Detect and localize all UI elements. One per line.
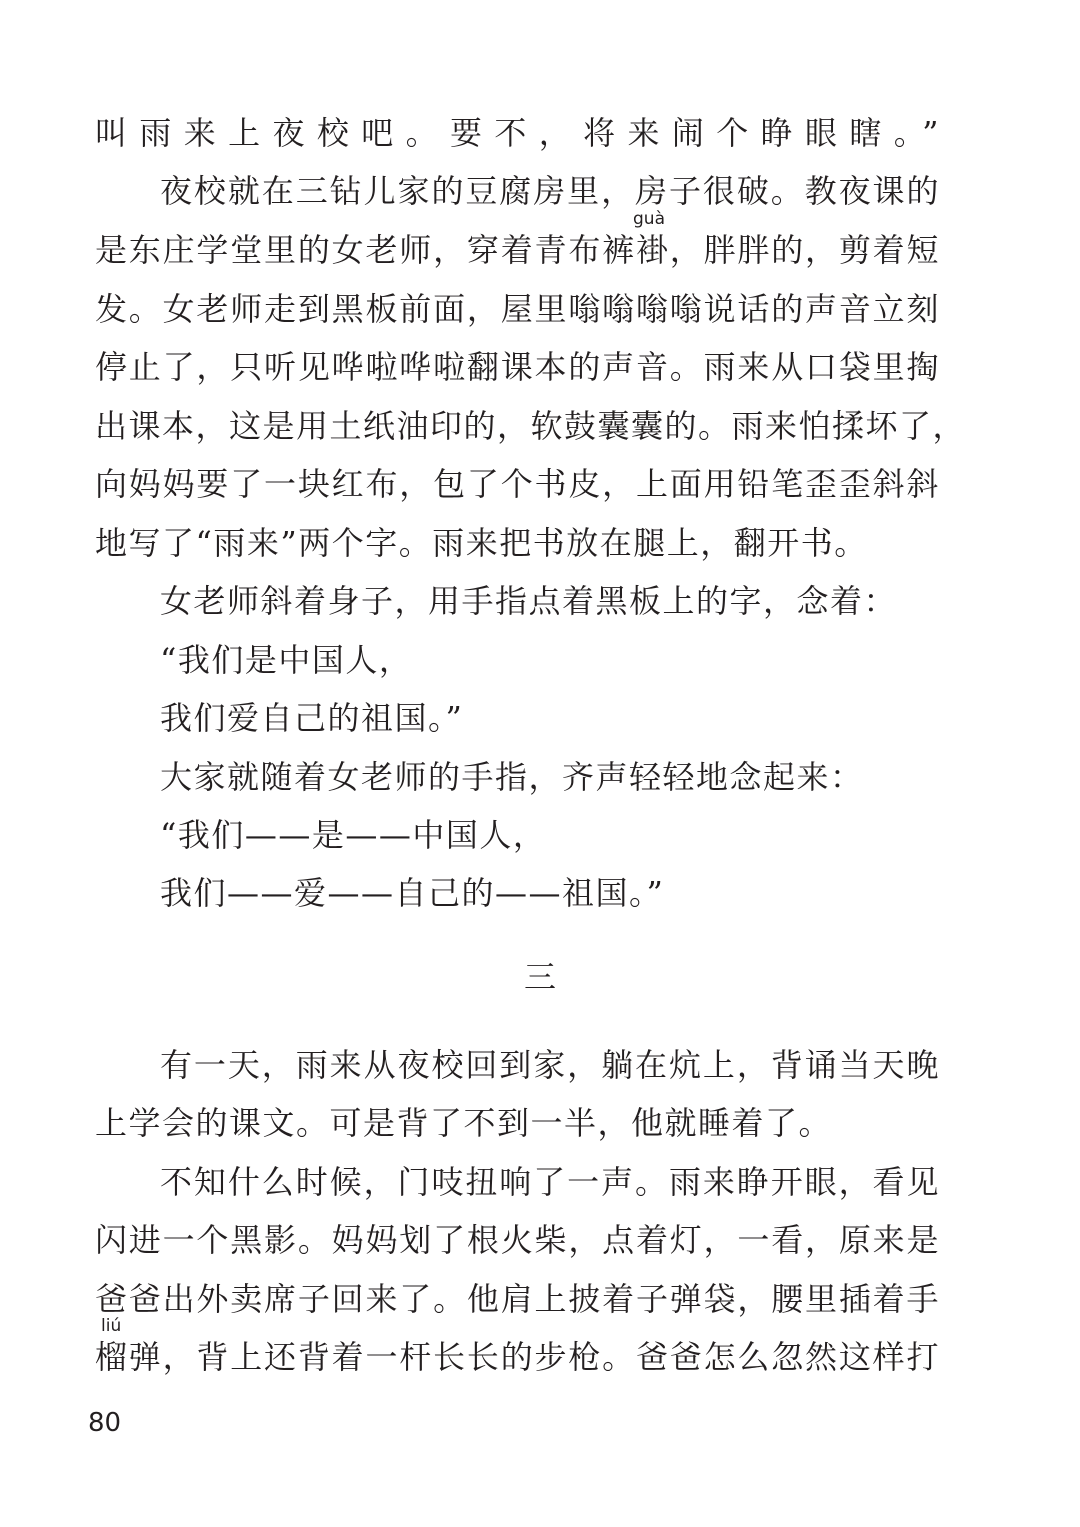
quote-line: “我们——是——中国人， <box>160 816 547 854</box>
quote-line: 我们——爱——自己的——祖国。” <box>160 874 665 912</box>
paragraph-first-line: 有一天，雨来从夜校回到家，躺在炕上，背诵当天晚 <box>160 1046 940 1084</box>
text-line: 发。女老师走到黑板前面，屋里嗡嗡嗡嗡说话的声音立刻 <box>95 290 940 328</box>
section-number: 三 <box>523 958 556 996</box>
paragraph-first-line: 女老师斜着身子，用手指点着黑板上的字，念着： <box>160 582 898 620</box>
text-line: 出课本，这是用土纸油印的，软鼓囊囊的。雨来怕揉坏了， <box>95 407 967 445</box>
text-line: 向妈妈要了一块红布，包了个书皮，上面用铅笔歪歪斜斜 <box>95 465 940 503</box>
page-number: 80 <box>88 1408 122 1438</box>
paragraph-first-line: 不知什么时候，门吱扭响了一声。雨来睁开眼，看见 <box>160 1163 940 1201</box>
text-line: 闪进一个黑影。妈妈划了根火柴，点着灯，一看，原来是 <box>95 1221 940 1259</box>
text-line: 地写了“雨来”两个字。雨来把书放在腿上，翻开书。 <box>95 524 868 562</box>
paragraph-first-line: 夜校就在三钻儿家的豆腐房里，房子很破。教夜课的 <box>160 172 940 210</box>
quote-line: 我们爱自己的祖国。” <box>160 699 464 737</box>
text-line: 停止了，只听见哗啦哗啦翻课本的声音。雨来从口袋里掏 <box>95 348 940 386</box>
text-line: 是东庄学堂里的女老师，穿着青布裤褂，胖胖的，剪着短 <box>95 231 940 269</box>
pinyin-annotation: liú <box>101 1316 122 1336</box>
text-line: 榴弹，背上还背着一杆长长的步枪。爸爸怎么忽然这样打 <box>95 1338 940 1376</box>
pinyin-annotation: guà <box>633 209 665 229</box>
text-line: 上学会的课文。可是背了不到一半，他就睡着了。 <box>95 1104 833 1142</box>
quote-line: “我们是中国人， <box>160 641 413 679</box>
text-line: 叫雨来上夜校吧。要不，将来闹个睁眼瞎。” <box>95 114 940 152</box>
paragraph-first-line: 大家就随着女老师的手指，齐声轻轻地念起来： <box>160 758 864 796</box>
text-line: 爸爸出外卖席子回来了。他肩上披着子弹袋，腰里插着手 <box>95 1280 940 1318</box>
